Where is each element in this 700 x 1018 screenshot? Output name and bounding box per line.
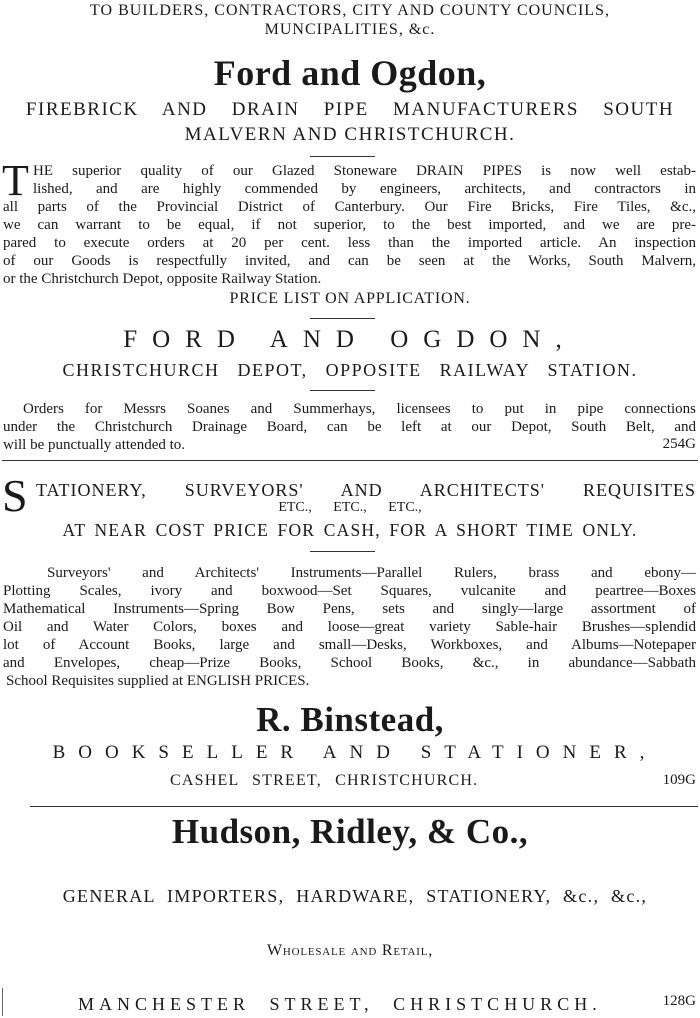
ad3-body-line: Mathematical Instruments—Spring Bow Pens, sets and singly—large assortment of [3,601,696,617]
ad3-body-line: Oil and Water Colors, boxes and loose—great variety Sable-hair Brushes—splendid [3,619,696,635]
ad1-firm-name: Ford and Ogdon, [213,53,487,93]
ad2-body-line: Orders for Messrs Soanes and Summerhays, licensees to put in pipe connections [23,401,696,417]
ad1-header-line1: TO BUILDERS, CONTRACTORS, CITY AND COUNTY COUNCILS, [90,2,610,19]
ad2-full-rule [2,460,698,461]
ad3-address: CASHEL STREET, CHRISTCHURCH. [170,772,479,789]
ad2-body-line: under the Christchurch Drainage Board, can be left at our Depot, South Belt, and [3,419,696,435]
ad1-body-line: we can warrant to be equal, if not superior, to the best imported, and we are pre- [3,217,696,233]
ad2-firm-name: FORD AND OGDON, [123,326,577,353]
ad3-body-line: School Requisites supplied at ENGLISH PRICES. [6,673,310,689]
ad3-offer-line: AT NEAR COST PRICE FOR CASH, FOR A SHORT TIME ONLY. [62,520,638,540]
ad3-body-line: Surveyors' and Architects' Instruments—Parallel Rulers, brass and ebony— [47,565,696,581]
ad3-firm-name: R. Binstead, [256,700,444,739]
ad3-trade-line: BOOKSELLER AND STATIONER, [52,742,658,763]
ad2-short-rule [310,390,375,391]
ad2-depot-line: CHRISTCHURCH DEPOT, OPPOSITE RAILWAY STATION. [62,360,638,380]
ad2-ad-code: 254G [662,436,696,452]
ad1-body-line: of our Goods is respectfully invited, and can be seen at the Works, South Malvern, [3,253,696,269]
ad4-trade-line: GENERAL IMPORTERS, HARDWARE, STATIONERY, &c., &c., [62,886,648,906]
ad4-firm-name: Hudson, Ridley, & Co., [171,812,529,851]
ad1-subtitle-line1: FIREBRICK AND DRAIN PIPE MANUFACTURERS SOUTH [25,99,675,120]
ad3-title: TATIONERY, SURVEYORS' AND ARCHITECTS' REQUISITES [36,480,696,500]
ad1-body-line: all parts of the Provincial District of Canterbury. Our Fire Bricks, Fire Tiles, &c., [3,199,696,215]
ad4-wholesale-line: Wholesale and Retail, [266,942,434,959]
left-margin-mark [2,988,3,1016]
ad1-subtitle-line2: MALVERN AND CHRISTCHURCH. [184,124,516,145]
ad1-body-line: pared to execute orders at 20 per cent. less than the imported article. An inspection [3,235,696,251]
ad3-body-line: lot of Account Books, large and small—Desks, Workboxes, and Albums—Notepaper [3,637,696,653]
ad3-short-rule [310,551,375,552]
ad2-body-line: will be punctually attended to. [3,437,186,453]
ad1-dropcap: T [2,156,29,205]
ad4-ad-code: 128G [662,993,696,1009]
ad3-body-line: and Envelopes, cheap—Prize Books, School Books, &c., in abundance—Sabbath [3,655,696,671]
ad3-full-rule [30,806,698,807]
ad1-body-line: lished, and are highly commended by engineers, architects, and contractors in [33,181,696,197]
ad4-address: MANCHESTER STREET, CHRISTCHURCH. [78,994,602,1014]
ad1-body-line: HE superior quality of our Glazed Stoneware DRAIN PIPES is now well estab- [33,163,696,179]
ad3-ad-code: 109G [662,772,696,788]
ad3-dropcap: S [2,470,28,521]
ad1-header-line2: MUNCIPALITIES, &c. [264,21,436,38]
ad1-price-list: PRICE LIST ON APPLICATION. [229,290,471,307]
ad3-etc-line: ETC., ETC., ETC., [278,500,422,515]
ad3-body-line: Plotting Scales, ivory and boxwood—Set Squares, vulcanite and peartree—Boxes [3,583,696,599]
ad1-short-rule [310,156,375,157]
ad1-bottom-short-rule [310,318,375,319]
ad1-body-line: or the Christchurch Depot, opposite Railway Station. [3,271,322,287]
